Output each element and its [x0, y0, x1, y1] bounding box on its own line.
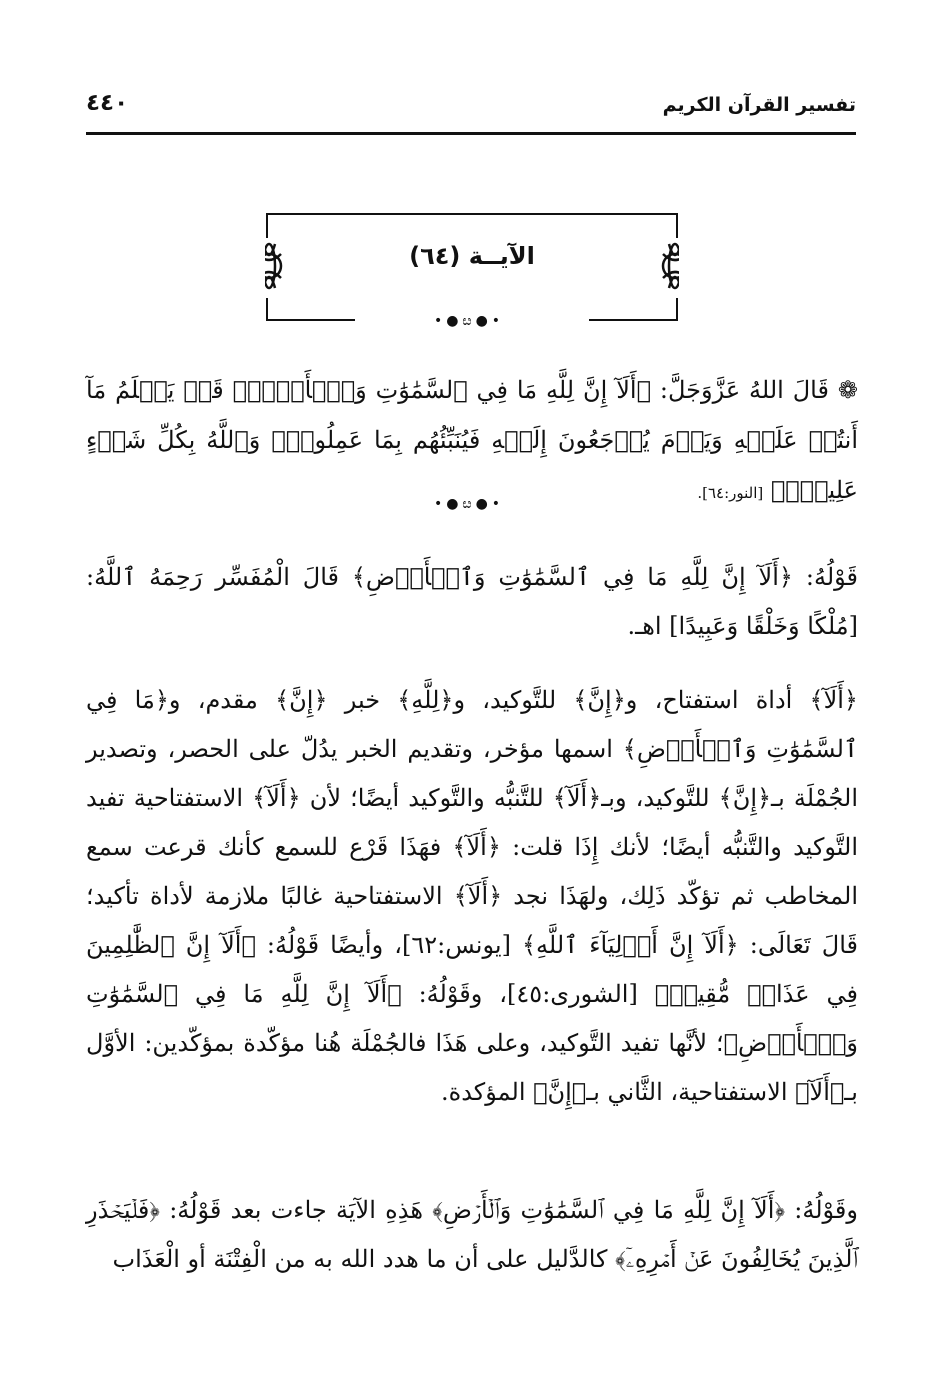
book-title: تفسير القرآن الكريم	[662, 94, 856, 116]
page-number: ٤٤٠	[86, 90, 129, 116]
verse-text: ❁ قَالَ اللهُ عَزَّوَجَلَّ: ﴿أَلَآ إِنَّ لِلَّهِ مَا فِي ٱلسَّمَٰوَٰتِ وَٱلۡأَرۡضِۖ قَدۡ يَعۡلَمُ مَآ أَنتُمۡ عَلَيۡهِ وَيَوۡمَ يُرۡجَعُونَ إِلَيۡهِ فَيُنَبِّئُهُم بِمَا عَمِلُواْۗ وَٱللَّهُ بِكُلِّ شَيۡءٍ عَلِيمُۢ﴾	[86, 376, 858, 504]
paragraph-2: ﴿أَلَآ﴾ أداة استفتاح، و﴿إِنَّ﴾ للتَّوكيد، و﴿لِلَّهِ﴾ خبر ﴿إِنَّ﴾ مقدم، و﴿مَا فِي ٱلسَّمَٰوَٰتِ وَٱلۡأَرۡضِ﴾ اسمها مؤخر، وتقديم الخبر يدُلّ على الحصر، وتصدير الجُمْلَة بـ﴿إِنَّ﴾ للتَّوكيد، وبـ﴿أَلَآ﴾ للتَّنبُّه والتَّوكيد أيضًا؛ لأن ﴿أَلَآ﴾ الاستفتاحية تفيد التَّوكيد والتَّنبُّه أيضًا؛ لأنك إِذَا قلت: ﴿أَلَآ﴾ فهَذَا قَرْع للسمع كأنك قرعت سمع المخاطب ثم تؤكّد ذَلِك، ولهَذَا نجد ﴿أَلَآ﴾ الاستفتاحية غالبًا ملازمة لأداة تأكيد؛ قَالَ تَعَالَى: ﴿أَلَآ إِنَّ أَوۡلِيَآءَ ٱللَّهِ﴾ [يونس:٦٢]، وأيضًا قَوْلُهُ: ﴿أَلَآ إِنَّ ٱلظَّٰلِمِينَ فِي عَذَابٖ مُّقِيمٖ﴾ [الشورى:٤٥]، وقَوْلُهُ: ﴿أَلَآ إِنَّ لِلَّهِ مَا فِي ٱلسَّمَٰوَٰتِ وَٱلۡأَرۡضِ﴾؛ لأنَّها تفيد التَّوكيد، وعلى هَذَا فالجُمْلَة هُنا مؤكّدة بمؤكّدين: الأوَّل بـ﴿أَلَآ﴾ الاستفتاحية، الثَّاني بـ﴿إِنَّ﴾ المؤكدة.	[86, 686, 859, 1106]
section-title: الآيــة (٦٤)	[409, 242, 535, 270]
verse-reference: [النور:٦٤].	[697, 484, 764, 502]
page-header	[86, 88, 856, 128]
paragraph-3: وقَوْلُهُ: ﴿أَلَآ إِنَّ لِلَّهِ مَا فِي ٱلسَّمَٰوَٰتِ وَٱلۡأَرۡضِ﴾ هَذِهِ الآيَة جاءت بعد قَوْلُهُ: ﴿فَلۡيَحۡذَرِ ٱلَّذِينَ يُخَالِفُونَ عَنۡ أَمۡرِهِۦٓ﴾ كالدَّليل على أن ما هدد الله به من الْفِتْنَة أو الْعَذَاب	[86, 1196, 858, 1273]
paragraph-1: قَوْلُهُ: ﴿أَلَآ إِنَّ لِلَّهِ مَا فِي ٱلسَّمَٰوَٰتِ وَٱلۡأَرۡضِ﴾ قَالَ الْمُفَسِّر رَحِمَهُ ٱللَّهُ: [مُلْكًا وَخَلْقًا وَعَبِيدًا] اهـ.	[86, 563, 858, 640]
verse-separator: •●ೞ●•	[433, 496, 505, 512]
header-rule	[86, 132, 856, 135]
ayah-title-frame	[265, 212, 679, 324]
section-separator: •●ೞ●•	[433, 313, 505, 329]
